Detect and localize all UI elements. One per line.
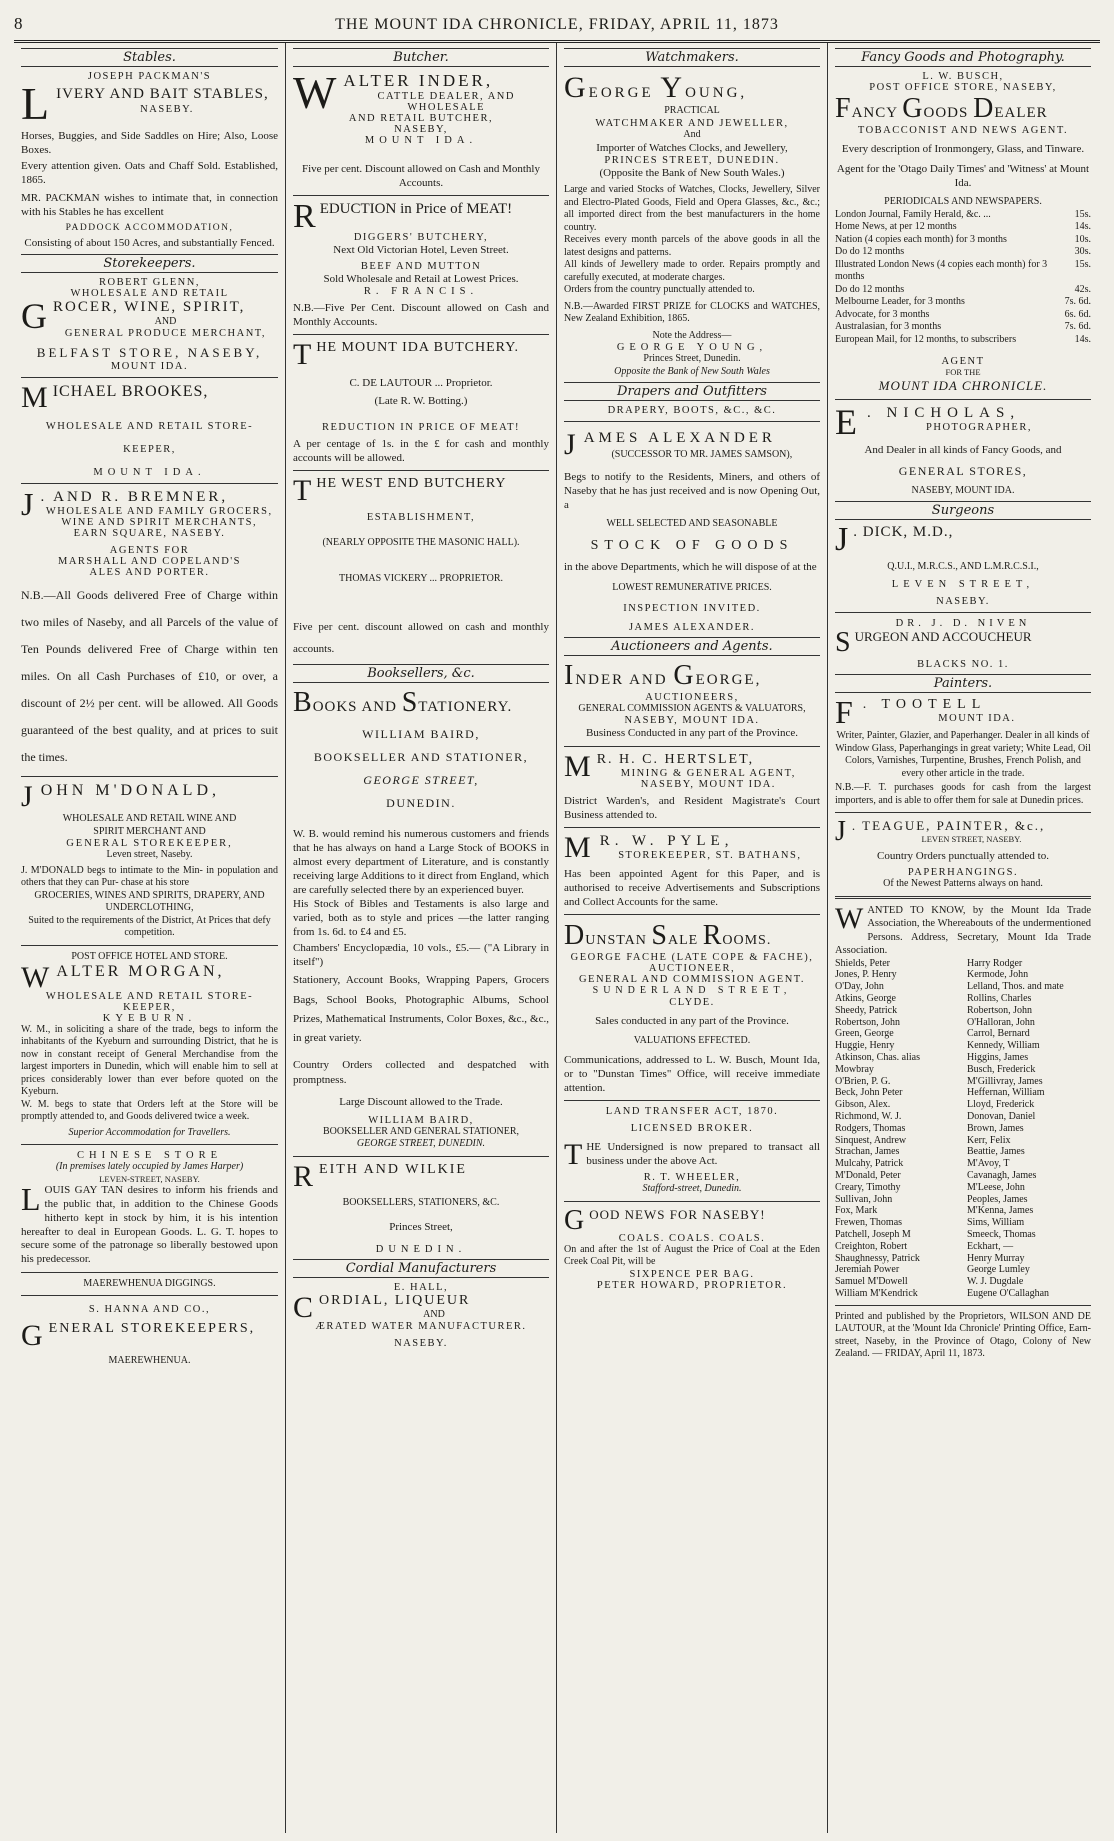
section-heading-butcher: Butcher. xyxy=(293,48,549,67)
ad-brookes: MICHAEL BROOKES, WHOLESALE AND RETAIL STORE- KEEPER, MOUNT IDA. xyxy=(21,381,254,478)
wanted-name: Robertson, John xyxy=(835,1016,900,1028)
ad-wanted-to-know: WANTED TO KNOW, by the Mount Ida Trade Association, the Whereabouts of the undermentioned Persons. Address, Secretary, Mount Ida Trade Association. Shields, Peter Jones, P. Henry O'Day, John Atkins, George Sheedy, Patrick Robertson, John Green, George Huggie, Henry Atkinson, Chas. alias Mowbray O'Brien, P. G. Beck, John Peter Gibson, Alex. Richmond, W. J. Rodgers, Thomas Sinquest, Andrew Strachan, James Mulcahy, Patrick M'Donald, Peter Creary, Timothy Sullivan, John Fox, Mark Frewen, Thomas Patchell, Joseph M Creighton, Robert Shaughnessy, Patrick Jeremiah Power Samuel M'Dowell William M'Kendrick Harry Rodger Kermode, John Lelland, Thos. and mate Rollins, Charles Robertson, John O'Halloran, John Carrol, Bernard Kennedy, William Higgins, James Busch, Frederick M'Gillivray, James Heffernan, William Lloyd, Frederick Donovan, Daniel Brown, James Kerr, Felix Beattie, James M'Avoy, T Cavanagh, James M'Leese, John Peoples, James M'Kenna, James Sims, William Smeeck, Thomas Eckhart, — Henry Murray George Lumley W. J. Dugdale Eugene O'Callaghan xyxy=(835,901,1091,1299)
wanted-name: Heffernan, William xyxy=(967,1087,1045,1099)
rate-item: Illustrated London News (4 copies each month) for 3 months xyxy=(835,258,1048,283)
wanted-names-list xyxy=(835,958,1091,1300)
section-heading-surgeons: Surgeons xyxy=(835,501,1091,520)
wanted-name: Shaughnessy, Patrick xyxy=(835,1252,920,1264)
wanted-name: Gibson, Alex. xyxy=(835,1099,891,1111)
wanted-name: Atkinson, Chas. alias Mowbray xyxy=(835,1051,920,1075)
ad-busch: L. W. BUSCH, POST OFFICE STORE, NASEBY, FANCY GOODS DEALER TOBACCONIST AND NEWS AGENT. Every description of Ironmongery, Glass, and Tinware. Agent for the 'Otago Daily Times' and 'Witness' at Mount Ida. PERIODICALS AND NEWSPAPERS. London Journal, Family Herald, &c. ... 15s. Home News, at per 12 months 14s. Nation (4 copies each month) for 3 months 10s. Do do 12 months 30s. Illustrated London News (4 copies each month) for 3 months 15s. Do do 12 months 42s. Melbourne Leader, for 3 months 7s. 6d. Advocate, for 3 months 6s. 6d. Australasian, for 3 months 7s. 6d. European Mail, for 12 months, to subscribers 14s. AGENT FOR THE MOUNT IDA CHRONICLE. xyxy=(835,71,1091,393)
periodicals-rates xyxy=(835,209,1091,347)
wanted-name: M'Leese, John xyxy=(967,1181,1025,1193)
rate-price: 14s. xyxy=(1074,333,1091,345)
ad-morgan: POST OFFICE HOTEL AND STORE. WALTER MORGAN, WHOLESALE AND RETAIL STORE- KEEPER, KYEBURN. W. M., in soliciting a share of the trade, begs to inform the inhabitants of the Kyeburn and surrounding District, that he is now in constant receipt of General Merchandise from the largest importers in Dunedin, which will enable him to sell at prices considerably lower than ever before quoted on the Kyeburn. W. M. begs to state that Orders left at the Store will be promptly attended to, and Goods delivered twice a week. Superior Accommodation for Travellers. xyxy=(21,950,278,1138)
column-3 xyxy=(556,43,827,1833)
wanted-name: Sims, William xyxy=(967,1217,1025,1229)
ad-bremner: J . AND R. BREMNER, WHOLESALE AND FAMILY GROCERS, WINE AND SPIRIT MERCHANTS, EARN SQUARE, NASEBY. AGENTS FOR MARSHALL AND COPELAND'S ALES AND PORTER. N.B.—All Goods delivered Free of Charge within two miles of Naseby, and all Parcels of the value of Ten Pounds delivered Free of Charge within ten miles. On all Cash Purchases of £10, or over, a discount of 2½ per cent. will be allowed. All Goods guaranteed of the best quality, and at prices to suit the times. xyxy=(21,485,278,764)
rate-item: Do do 12 months xyxy=(835,283,905,295)
wanted-name: Carrol, Bernard xyxy=(967,1028,1030,1040)
wanted-name: Jones, P. Henry xyxy=(835,969,897,981)
wanted-name: Kerr, Felix xyxy=(967,1134,1011,1146)
wanted-name: O'Brien, P. G. xyxy=(835,1075,891,1087)
wanted-name: Rollins, Charles xyxy=(967,993,1032,1004)
wanted-name: Brown, James xyxy=(967,1122,1024,1134)
rate-row xyxy=(835,234,1091,247)
ad-mcdonald: JOHN M'DONALD, WHOLESALE AND RETAIL WINE AND SPIRIT MERCHANT AND GENERAL STOREKEEPER, Leven street, Naseby. J. M'DONALD begs to intimate to the Min- in population and others that they can Pur- chase at his store GROCERIES, WINES AND SPIRITS, DRAPERY, AND UNDERCLOTHING, Suited to the requirements of the District, At Prices that defy competition. xyxy=(21,779,278,939)
ad-niven: DR. J. D. NIVEN SURGEON AND ACCOUCHEUR BLACKS NO. 1. xyxy=(835,618,1032,671)
rate-item: London Journal, Family Herald, &c. ... xyxy=(835,208,991,220)
wanted-name: Beattie, James xyxy=(967,1146,1025,1158)
ad-reith-wilkie: REITH AND WILKIE BOOKSELLERS, STATIONERS, &C. Princes Street, DUNEDIN. xyxy=(293,1159,500,1255)
wanted-name: Creary, Timothy xyxy=(835,1181,901,1193)
rate-item: Melbourne Leader, for 3 months xyxy=(835,296,965,308)
wanted-name: M'Avoy, T xyxy=(967,1158,1010,1170)
wanted-name: Higgins, James xyxy=(967,1051,1029,1063)
rate-item: Australasian, for 3 months xyxy=(835,321,942,333)
rate-item: Home News, at per 12 months xyxy=(835,221,957,233)
wanted-name: Cavanagh, James xyxy=(967,1169,1037,1181)
section-heading-fancy-goods: Fancy Goods and Photography. xyxy=(835,48,1091,67)
wanted-name: William M'Kendrick xyxy=(835,1287,918,1299)
wanted-name: M'Kenna, James xyxy=(967,1205,1034,1217)
rate-row xyxy=(835,246,1091,259)
column-1 xyxy=(14,43,285,1833)
ad-good-news: GOOD NEWS FOR NASEBY! COALS. COALS. COALS. On and after the 1st of August the Price of Coal at the Eden Creek Coal Pit, will be SIXPENCE PER BAG. PETER HOWARD, PROPRIETOR. xyxy=(564,1204,820,1291)
ad-teague: J . TEAGUE, PAINTER, &c., LEVEN STREET, NASEBY. Country Orders punctually attended to. PAPERHANGINGS. Of the Newest Patterns always on hand. xyxy=(835,816,1049,890)
section-heading-storekeepers: Storekeepers. xyxy=(21,254,278,273)
wanted-name: Kermode, John xyxy=(967,969,1029,981)
ad-packman: JOSEPH PACKMAN'S LIVERY AND BAIT STABLES, NASEBY. Horses, Buggies, and Side Saddles on Hire; Also, Loose Boxes. Every attention given. Oats and Chaff Sold. Established, 1865. MR. PACKMAN wishes to intimate that, in connection with his Stables he has excellent PADDOCK ACCOMMODATION, Consisting of about 150 Acres, and substantially Fenced. xyxy=(21,71,278,249)
wanted-name: Harry Rodger xyxy=(967,957,1023,969)
rate-price: 14s. xyxy=(1074,221,1091,233)
ad-tootell: F . TOOTELL MOUNT IDA. Writer, Painter, Glazier, and Paperhanger. Dealer in all kinds of Window Glass, Paperhangings in great variety; White Lead, Oil Colors, Varnishes, Turpentine, Brushes, French Polish, and every other article in the trade. N.B.—F. T. purchases goods for cash from the largest importers, and is able to offer them for sale at Dunedin prices. xyxy=(835,694,1091,806)
ad-inder: WALTER INDER, CATTLE DEALER, AND WHOLESALE AND RETAIL BUTCHER, NASEBY, MOUNT IDA. Five per cent. Discount allowed on Cash and Monthly Accounts. xyxy=(293,67,540,190)
section-heading-cordial: Cordial Manufacturers xyxy=(293,1259,549,1278)
ad-alexander: DRAPERY, BOOTS, &C., &C. JAMES ALEXANDER (SUCCESSOR TO MR. JAMES SAMSON), Begs to notify to the Residents, Miners, and others of Naseby that he has just received and is now Opening Out, a WELL SELECTED AND SEASONABLE STOCK OF GOODS in the above Departments, which he will dispose of at the LOWEST REMUNERATIVE PRICES. INSPECTION INVITED. JAMES ALEXANDER. xyxy=(564,405,820,633)
wanted-name: Sullivan, John xyxy=(835,1193,893,1205)
ad-glenn: ROBERT GLENN, WHOLESALE AND RETAIL GROCER, WINE, SPIRIT, AND GENERAL PRODUCE MERCHANT, BELFAST STORE, NASEBY, MOUNT IDA. xyxy=(21,276,267,373)
wanted-name: M'Gillivray, James xyxy=(967,1075,1043,1087)
ad-young: GEORGE YOUNG, PRACTICAL WATCHMAKER AND JEWELLER, And Importer of Watches Clocks, and Jewellery, PRINCES STREET, DUNEDIN. (Opposite the Bank of New South Wales.) Large and varied Stocks of Watches, Clocks, Jewellery, Silver and Electro-Plated Goods, Field and Opera Glasses, &c., &c.; all imported direct from the best manufacturers in the home country. Receives every month parcels of the above goods in all the latest designs and patterns. All kinds of Jewellery made to order. Repairs promptly and carefully executed, at moderate charges. Orders from the country punctually attended to. N.B.—Awarded FIRST PRIZE for CLOCKS and WATCHES, New Zealand Exhibition, 1865. Note the Address— GEORGE YOUNG, Princes Street, Dunedin. Opposite the Bank of New South Wales xyxy=(564,71,820,377)
section-heading-painters: Painters. xyxy=(835,674,1091,693)
wanted-name: Mulcahy, Patrick xyxy=(835,1158,904,1170)
rate-item: Advocate, for 3 months xyxy=(835,308,930,320)
wanted-name: Huggie, Henry xyxy=(835,1040,895,1052)
wanted-name: Lelland, Thos. and mate xyxy=(967,981,1064,993)
rate-row xyxy=(835,334,1091,347)
wanted-name: Jeremiah Power xyxy=(835,1264,900,1276)
wanted-name: Sinquest, Andrew xyxy=(835,1134,907,1146)
rate-price: 42s. xyxy=(1074,283,1091,295)
rate-item: Nation (4 copies each month) for 3 months xyxy=(835,233,1007,245)
ad-hall: E. HALL, CORDIAL, LIQUEUR AND ÆRATED WATER MANUFACTURER. NASEBY. xyxy=(293,1281,527,1350)
printer-imprint: Printed and published by the Proprietors, WILSON AND DE LAUTOUR, at the 'Mount Ida Chronicle' Printing Office, Earn-street, Naseby, in the Province of Otago, Colony of New Zealand. — FRIDAY, April 11, 1873. xyxy=(835,1310,1091,1360)
ad-pyle: M R. W. PYLE, STOREKEEPER, ST. BATHANS, Has been appointed Agent for this Paper, and is authorised to receive Advertisements and Subscriptions and Collect Accounts for the same. xyxy=(564,830,820,908)
rate-price: 7s. 6d. xyxy=(1064,321,1091,333)
column-2 xyxy=(285,43,556,1833)
wanted-name: Frewen, Thomas xyxy=(835,1217,903,1229)
wanted-name: Donovan, Daniel xyxy=(967,1110,1036,1122)
ad-hertslet: M R. H. C. HERTSLET, MINING & GENERAL AGENT, NASEBY, MOUNT IDA. District Warden's, and Resident Magistrate's Court Business attended to. xyxy=(564,749,820,821)
ad-dick: J . DICK, M.D., Q.U.I., M.R.C.S., AND L.M.R.C.S.I., LEVEN STREET, NASEBY. xyxy=(835,521,1039,608)
ad-mount-ida-butchery: THE MOUNT IDA BUTCHERY. C. DE LAUTOUR ... Proprietor. (Late R. W. Botting.) REDUCTION IN PRICE OF MEAT! A per centage of 1s. in the £ for cash and monthly accounts will be allowed. xyxy=(293,338,549,465)
rate-price: 15s. xyxy=(1074,208,1091,220)
rate-row xyxy=(835,209,1091,222)
section-heading-auctioneers: Auctioneers and Agents. xyxy=(564,637,820,656)
rate-price: 15s. xyxy=(1074,258,1091,270)
section-heading-drapers: Drapers and Outfitters xyxy=(564,382,820,401)
rate-row xyxy=(835,296,1091,309)
wanted-name: Green, George xyxy=(835,1028,894,1040)
wanted-name: Atkins, George xyxy=(835,993,896,1004)
wanted-name: Peoples, James xyxy=(967,1193,1028,1205)
wanted-name: Sheedy, Patrick xyxy=(835,1004,898,1016)
rate-price: 10s. xyxy=(1074,233,1091,245)
ad-west-end-butchery: THE WEST END BUTCHERY ESTABLISHMENT, (NEARLY OPPOSITE THE MASONIC HALL). THOMAS VICKERY ... PROPRIETOR. Five per cent. discount allowed on cash and monthly accounts. xyxy=(293,474,549,655)
rate-price: 6s. 6d. xyxy=(1064,308,1091,320)
ad-diggers-butchery: REDUCTION in Price of MEAT! DIGGERS' BUTCHERY, Next Old Victorian Hotel, Leven Street. BEEF AND MUTTON Sold Wholesale and Retail at Lowest Prices. R. FRANCIS. N.B.—Five Per Cent. Discount allowed on Cash and Monthly Accounts. xyxy=(293,198,549,329)
rate-price: 7s. 6d. xyxy=(1064,296,1091,308)
wanted-name: M'Donald, Peter xyxy=(835,1169,901,1181)
wanted-name: Samuel M'Dowell xyxy=(835,1276,908,1288)
wanted-name: W. J. Dugdale xyxy=(967,1276,1024,1288)
wanted-name: Eckhart, — xyxy=(967,1240,1014,1252)
wanted-name: Robertson, John xyxy=(967,1004,1032,1016)
ad-dunstan-sale-rooms: DUNSTAN SALE ROOMS. GEORGE FACHE (LATE COPE & FACHE), AUCTIONEER, GENERAL AND COMMISSION AGENT. SUNDERLAND STREET, CLYDE. Sales conducted in any part of the Province. VALUATIONS EFFECTED. Communications, addressed to L. W. Busch, Mount Ida, or to "Dunstan Times" Office, will receive immediate attention. xyxy=(564,919,820,1095)
wanted-name: O'Day, John xyxy=(835,981,884,993)
rate-row xyxy=(835,259,1091,284)
rate-row xyxy=(835,284,1091,297)
wanted-name: Richmond, W. J. xyxy=(835,1110,902,1122)
page-number: 8 xyxy=(14,14,23,33)
section-heading-watchmakers: Watchmakers. xyxy=(564,48,820,67)
masthead xyxy=(14,14,1100,43)
wanted-name: Eugene O'Callaghan xyxy=(967,1287,1050,1299)
wanted-name: Patchell, Joseph M xyxy=(835,1228,911,1240)
rate-row xyxy=(835,221,1091,234)
ad-nicholas: E . NICHOLAS, PHOTOGRAPHER, And Dealer in all kinds of Fancy Goods, and GENERAL STORES, NASEBY, MOUNT IDA. xyxy=(835,401,1062,496)
section-heading-stables: Stables. xyxy=(21,48,278,67)
columns xyxy=(14,43,1100,1833)
wanted-name: Kennedy, William xyxy=(967,1040,1040,1052)
wanted-name: Creighton, Robert xyxy=(835,1240,908,1252)
rate-price: 30s. xyxy=(1074,246,1091,258)
ad-inder-george: INDER AND GEORGE, AUCTIONEERS, GENERAL COMMISSION AGENTS & VALUATORS, NASEBY, MOUNT IDA. Business Conducted in any part of the Province. xyxy=(564,659,806,740)
wanted-name: Beck, John Peter xyxy=(835,1087,903,1099)
ad-chinese-store: CHINESE STORE (In premises lately occupied by James Harper) LEVEN-STREET, NASEBY. LOUIS GAY TAN desires to inform his friends and the public that, in addition to the Chinese Goods hitherto kept in stock by him, it is his intention hereafter to deal in European Goods. L. G. T. hopes to secure some of the patronage so liberally bestowed upon his predecessor. xyxy=(21,1150,278,1266)
ad-hanna: MAEREWHENUA DIGGINGS. S. HANNA AND CO., GENERAL STOREKEEPERS, MAEREWHENUA. xyxy=(21,1278,278,1368)
masthead-title: THE MOUNT IDA CHRONICLE, FRIDAY, APRIL 11, 1873 xyxy=(335,16,779,33)
wanted-name: Busch, Frederick xyxy=(967,1063,1036,1075)
wanted-name: Strachan, James xyxy=(835,1146,900,1158)
column-4 xyxy=(827,43,1098,1833)
rate-row xyxy=(835,309,1091,322)
rate-row xyxy=(835,321,1091,334)
ad-baird: BOOKS AND STATIONERY. WILLIAM BAIRD, BOOKSELLER AND STATIONER, GEORGE STREET, DUNEDIN. W. B. would remind his numerous customers and friends that he has always on hand a Large Stock of BOOKS in almost every department of Literature, and is constantly receiving large Additions to it direct from England, which are carefully selected there by an experienced buyer. His Stock of Bibles and Testaments is also large and varied, both as to style and prices —the latter ranging from 1s. 6d. to £4 and £5. Chambers' Encyclopædia, 10 vols., £5.— ("A Library in itself") Stationery, Account Books, Wrapping Papers, Grocers Bags, School Books, Photographic Albums, School Prizes, Mathematical Instruments, Color Boxes, &c., &c., in great variety. Country Orders collected and despatched with promptness. Large Discount allowed to the Trade. WILLIAM BAIRD, BOOKSELLER AND GENERAL STATIONER, GEORGE STREET, DUNEDIN. xyxy=(293,686,549,1150)
wanted-name: George Lumley xyxy=(967,1264,1030,1276)
section-heading-booksellers: Booksellers, &c. xyxy=(293,664,549,683)
wanted-name: Fox, Mark xyxy=(835,1205,878,1217)
wanted-name: O'Halloran, John xyxy=(967,1016,1035,1028)
rate-item: European Mail, for 12 months, to subscribers xyxy=(835,333,1017,345)
rate-item: Do do 12 months xyxy=(835,246,905,258)
wanted-name: Rodgers, Thomas xyxy=(835,1122,906,1134)
wanted-name: Shields, Peter xyxy=(835,957,890,969)
wanted-name: Smeeck, Thomas xyxy=(967,1228,1036,1240)
ad-land-transfer: LAND TRANSFER ACT, 1870. LICENSED BROKER. THE Undersigned is now prepared to transact all business under the above Act. R. T. WHEELER, Stafford-street, Dunedin. xyxy=(564,1106,820,1195)
wanted-name: Lloyd, Frederick xyxy=(967,1099,1035,1111)
wanted-name: Henry Murray xyxy=(967,1252,1025,1264)
